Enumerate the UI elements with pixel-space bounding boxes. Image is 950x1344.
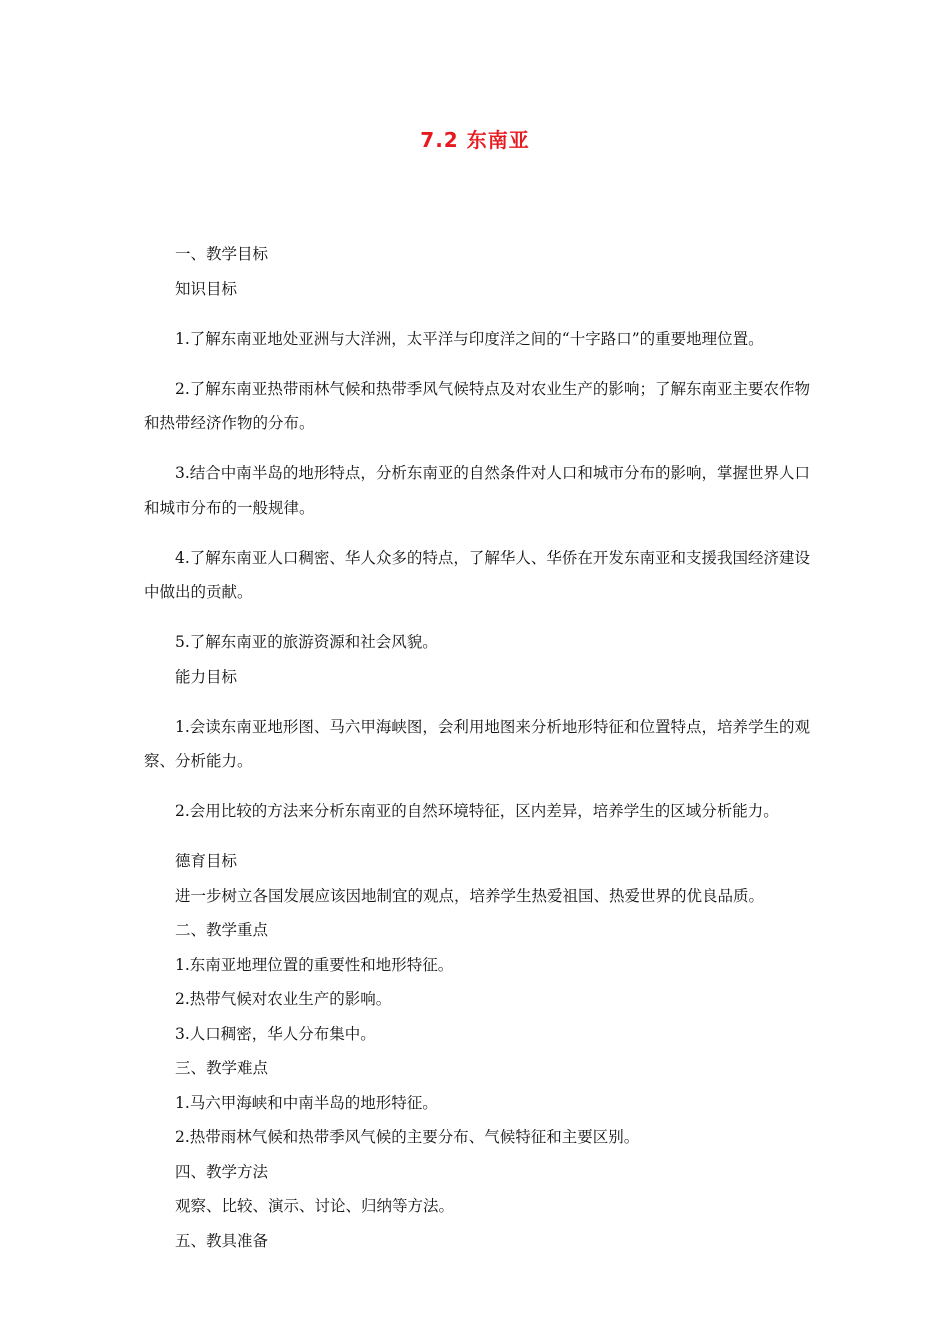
section-heading-methods: 四、教学方法 [175, 1162, 269, 1181]
document-body [144, 237, 810, 1258]
difficulty-item: 2.热带雨林气候和热带季风气候的主要分布、气候特征和主要区别。 [175, 1128, 640, 1146]
section-heading-teaching-aids: 五、教具准备 [175, 1231, 269, 1250]
subheading-moral: 德育目标 [175, 852, 238, 870]
subheading-knowledge: 知识目标 [175, 279, 238, 298]
methods-text: 观察、比较、演示、讨论、归纳等方法。 [175, 1197, 455, 1215]
knowledge-item: 2.了解东南亚热带雨林气候和热带季风气候特点及对农业生产的影响；了解东南亚主要农作物和热带经济作物的分布。 [144, 379, 810, 432]
key-point-item: 2.热带气候对农业生产的影响。 [175, 990, 392, 1008]
section-heading-objectives: 一、教学目标 [175, 245, 269, 263]
subheading-ability: 能力目标 [175, 667, 238, 686]
knowledge-item: 1.了解东南亚地处亚洲与大洋洲，太平洋与印度洋之间的“十字路口”的重要地理位置。 [175, 329, 764, 348]
moral-text: 进一步树立各国发展应该因地制宜的观点，培养学生热爱祖国、热爱世界的优良品质。 [175, 886, 765, 905]
key-point-item: 1.东南亚地理位置的重要性和地形特征。 [175, 955, 454, 974]
knowledge-item: 5.了解东南亚的旅游资源和社会风貌。 [175, 633, 438, 651]
difficulty-item: 1.马六甲海峡和中南半岛的地形特征。 [175, 1093, 438, 1112]
section-heading-key-points: 二、教学重点 [175, 921, 269, 939]
knowledge-item: 4.了解东南亚人口稠密、华人众多的特点，了解华人、华侨在开发东南亚和支援我国经济建设中做出的贡献。 [144, 548, 810, 601]
key-point-item: 3.人口稠密，华人分布集中。 [175, 1024, 376, 1043]
knowledge-item: 3.结合中南半岛的地形特点，分析东南亚的自然条件对人口和城市分布的影响，掌握世界人口和城市分布的一般规律。 [144, 464, 810, 517]
section-heading-difficulties: 三、教学难点 [175, 1059, 269, 1077]
document-title: 7.2 东南亚 [420, 128, 530, 152]
ability-item: 2.会用比较的方法来分析东南亚的自然环境特征，区内差异，培养学生的区域分析能力。 [175, 802, 779, 820]
ability-item: 1.会读东南亚地形图、马六甲海峡图，会利用地图来分析地形特征和位置特点，培养学生的观察、分析能力。 [144, 717, 810, 770]
